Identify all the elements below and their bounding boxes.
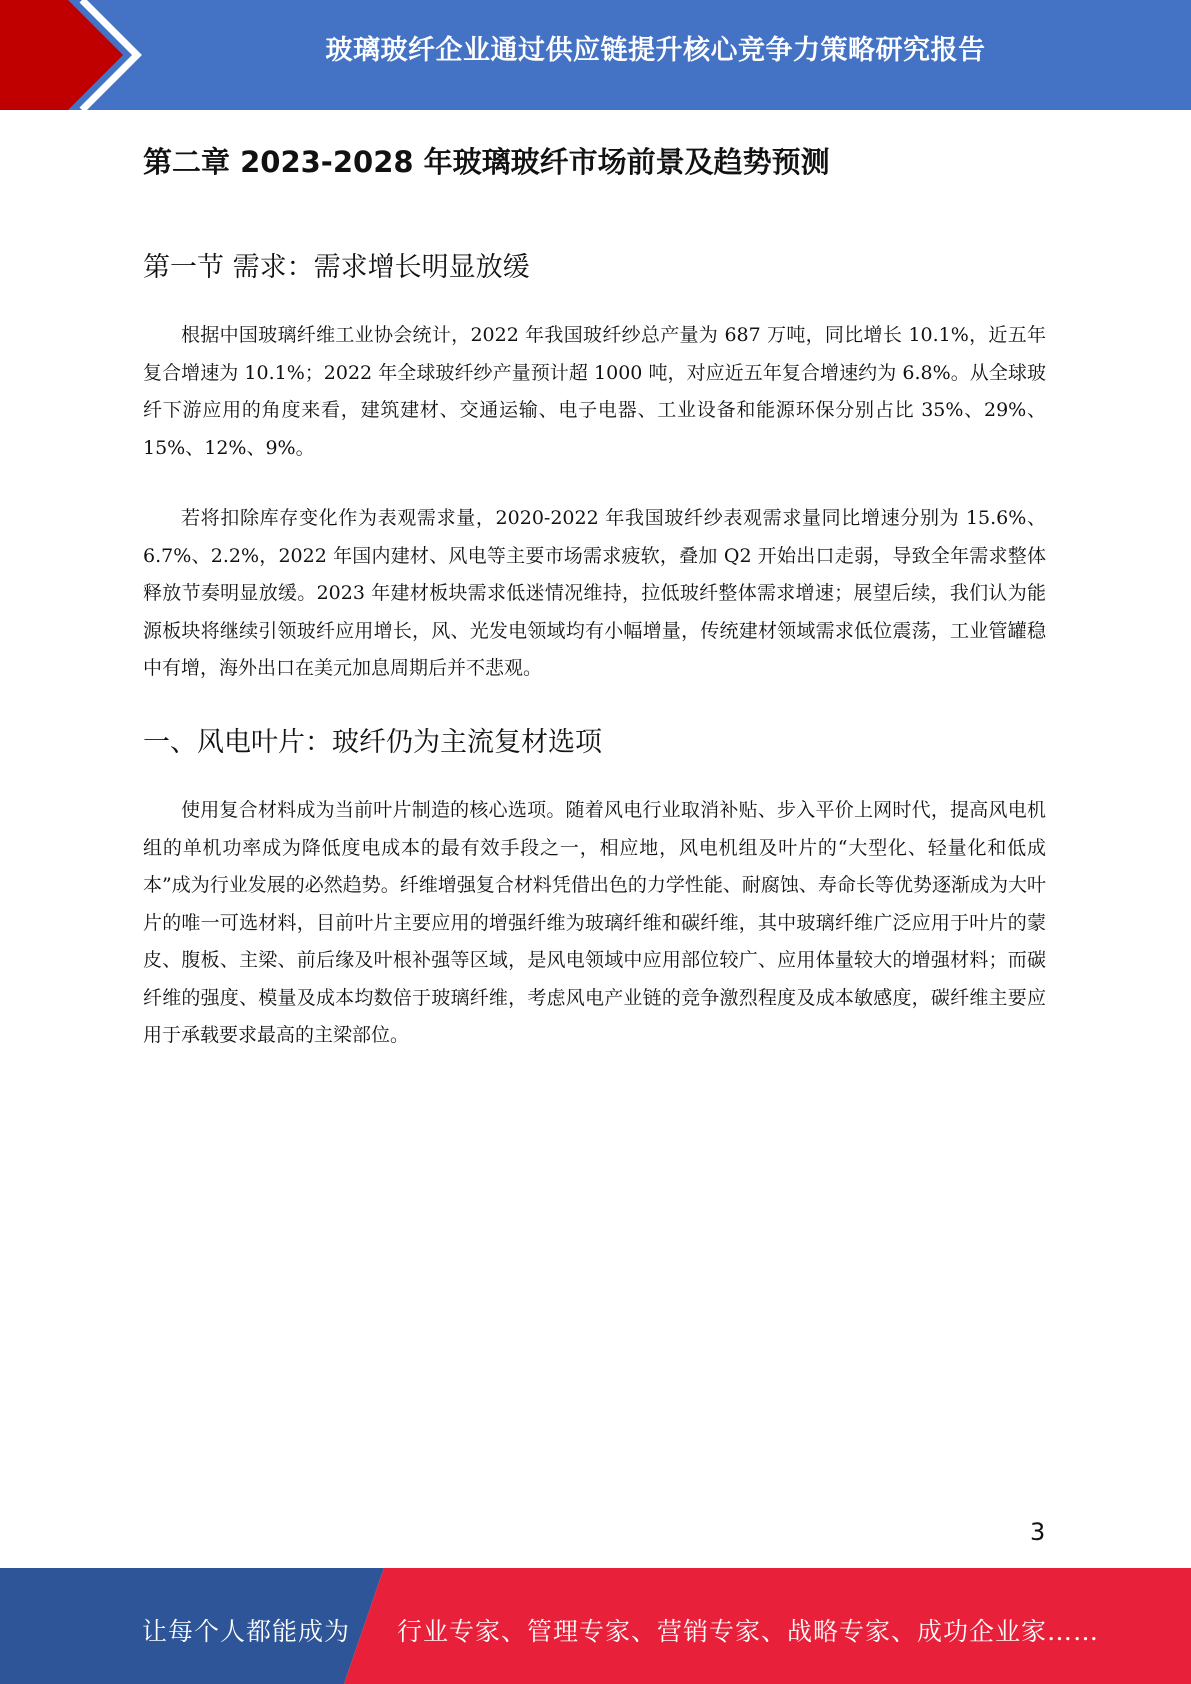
chapter-title: 第二章 2023-2028 年玻璃玻纤市场前景及趋势预测 (143, 145, 830, 179)
report-title: 玻璃玻纤企业通过供应链提升核心竞争力策略研究报告 (325, 35, 986, 66)
subsection-title: 一、风电叶片：玻纤仍为主流复材选项 (143, 727, 602, 758)
footer-slogan-left: 让每个人都能成为 (142, 1617, 351, 1646)
page-header (0, 0, 1191, 110)
section-title: 第一节 需求：需求增长明显放缓 (143, 252, 530, 283)
body-paragraph: 若将扣除库存变化作为表观需求量，2020-2022 年我国玻纤纱表观需求量同比增速分别为 15.6%、6.7%、2.2%，2022 年国内建材、风电等主要市场需求疲软，叠加 Q2 开始出口走弱，导致全年需求整体释放节奏明显放缓。2023 年建材板块需求低迷情况维持，拉低玻纤整体需求增速；展望后续，我们认为能源板块将继续引领玻纤应用增长，风、光发电领域均有小幅增量，传统建材领域需求低位震荡，工业管罐稳中有增，海外出口在美元加息周期后并不悲观。 (143, 507, 1046, 679)
footer-slogan-right: 行业专家、管理专家、营销专家、战略专家、成功企业家…… (397, 1617, 1100, 1646)
page-footer (0, 1568, 1191, 1684)
header-red-arrow (0, 0, 123, 110)
body-paragraph: 根据中国玻璃纤维工业协会统计，2022 年我国玻纤纱总产量为 687 万吨，同比增长 10.1%，近五年复合增速为 10.1%；2022 年全球玻纤纱产量预计超 1000 吨，对应近五年复合增速约为 6.8%。从全球玻纤下游应用的角度来看，建筑建材、交通运输、电子电器、工业设备和能源环保分别占比 35%、29%、15%、12%、9%。 (143, 324, 1046, 459)
body-paragraph: 使用复合材料成为当前叶片制造的核心选项。随着风电行业取消补贴、步入平价上网时代，提高风电机组的单机功率成为降低度电成本的最有效手段之一，相应地，风电机组及叶片的“大型化、轻量化和低成本”成为行业发展的必然趋势。纤维增强复合材料凭借出色的力学性能、耐腐蚀、寿命长等优势逐渐成为大叶片的唯一可选材料，目前叶片主要应用的增强纤维为玻璃纤维和碳纤维，其中玻璃纤维广泛应用于叶片的蒙皮、腹板、主梁、前后缘及叶根补强等区域，是风电领域中应用部位较广、应用体量较大的增强材料；而碳纤维的强度、模量及成本均数倍于玻璃纤维，考虑风电产业链的竞争激烈程度及成本敏感度，碳纤维主要应用于承载要求最高的主梁部位。 (143, 799, 1046, 1046)
page-number: 3 (1030, 1518, 1046, 1546)
